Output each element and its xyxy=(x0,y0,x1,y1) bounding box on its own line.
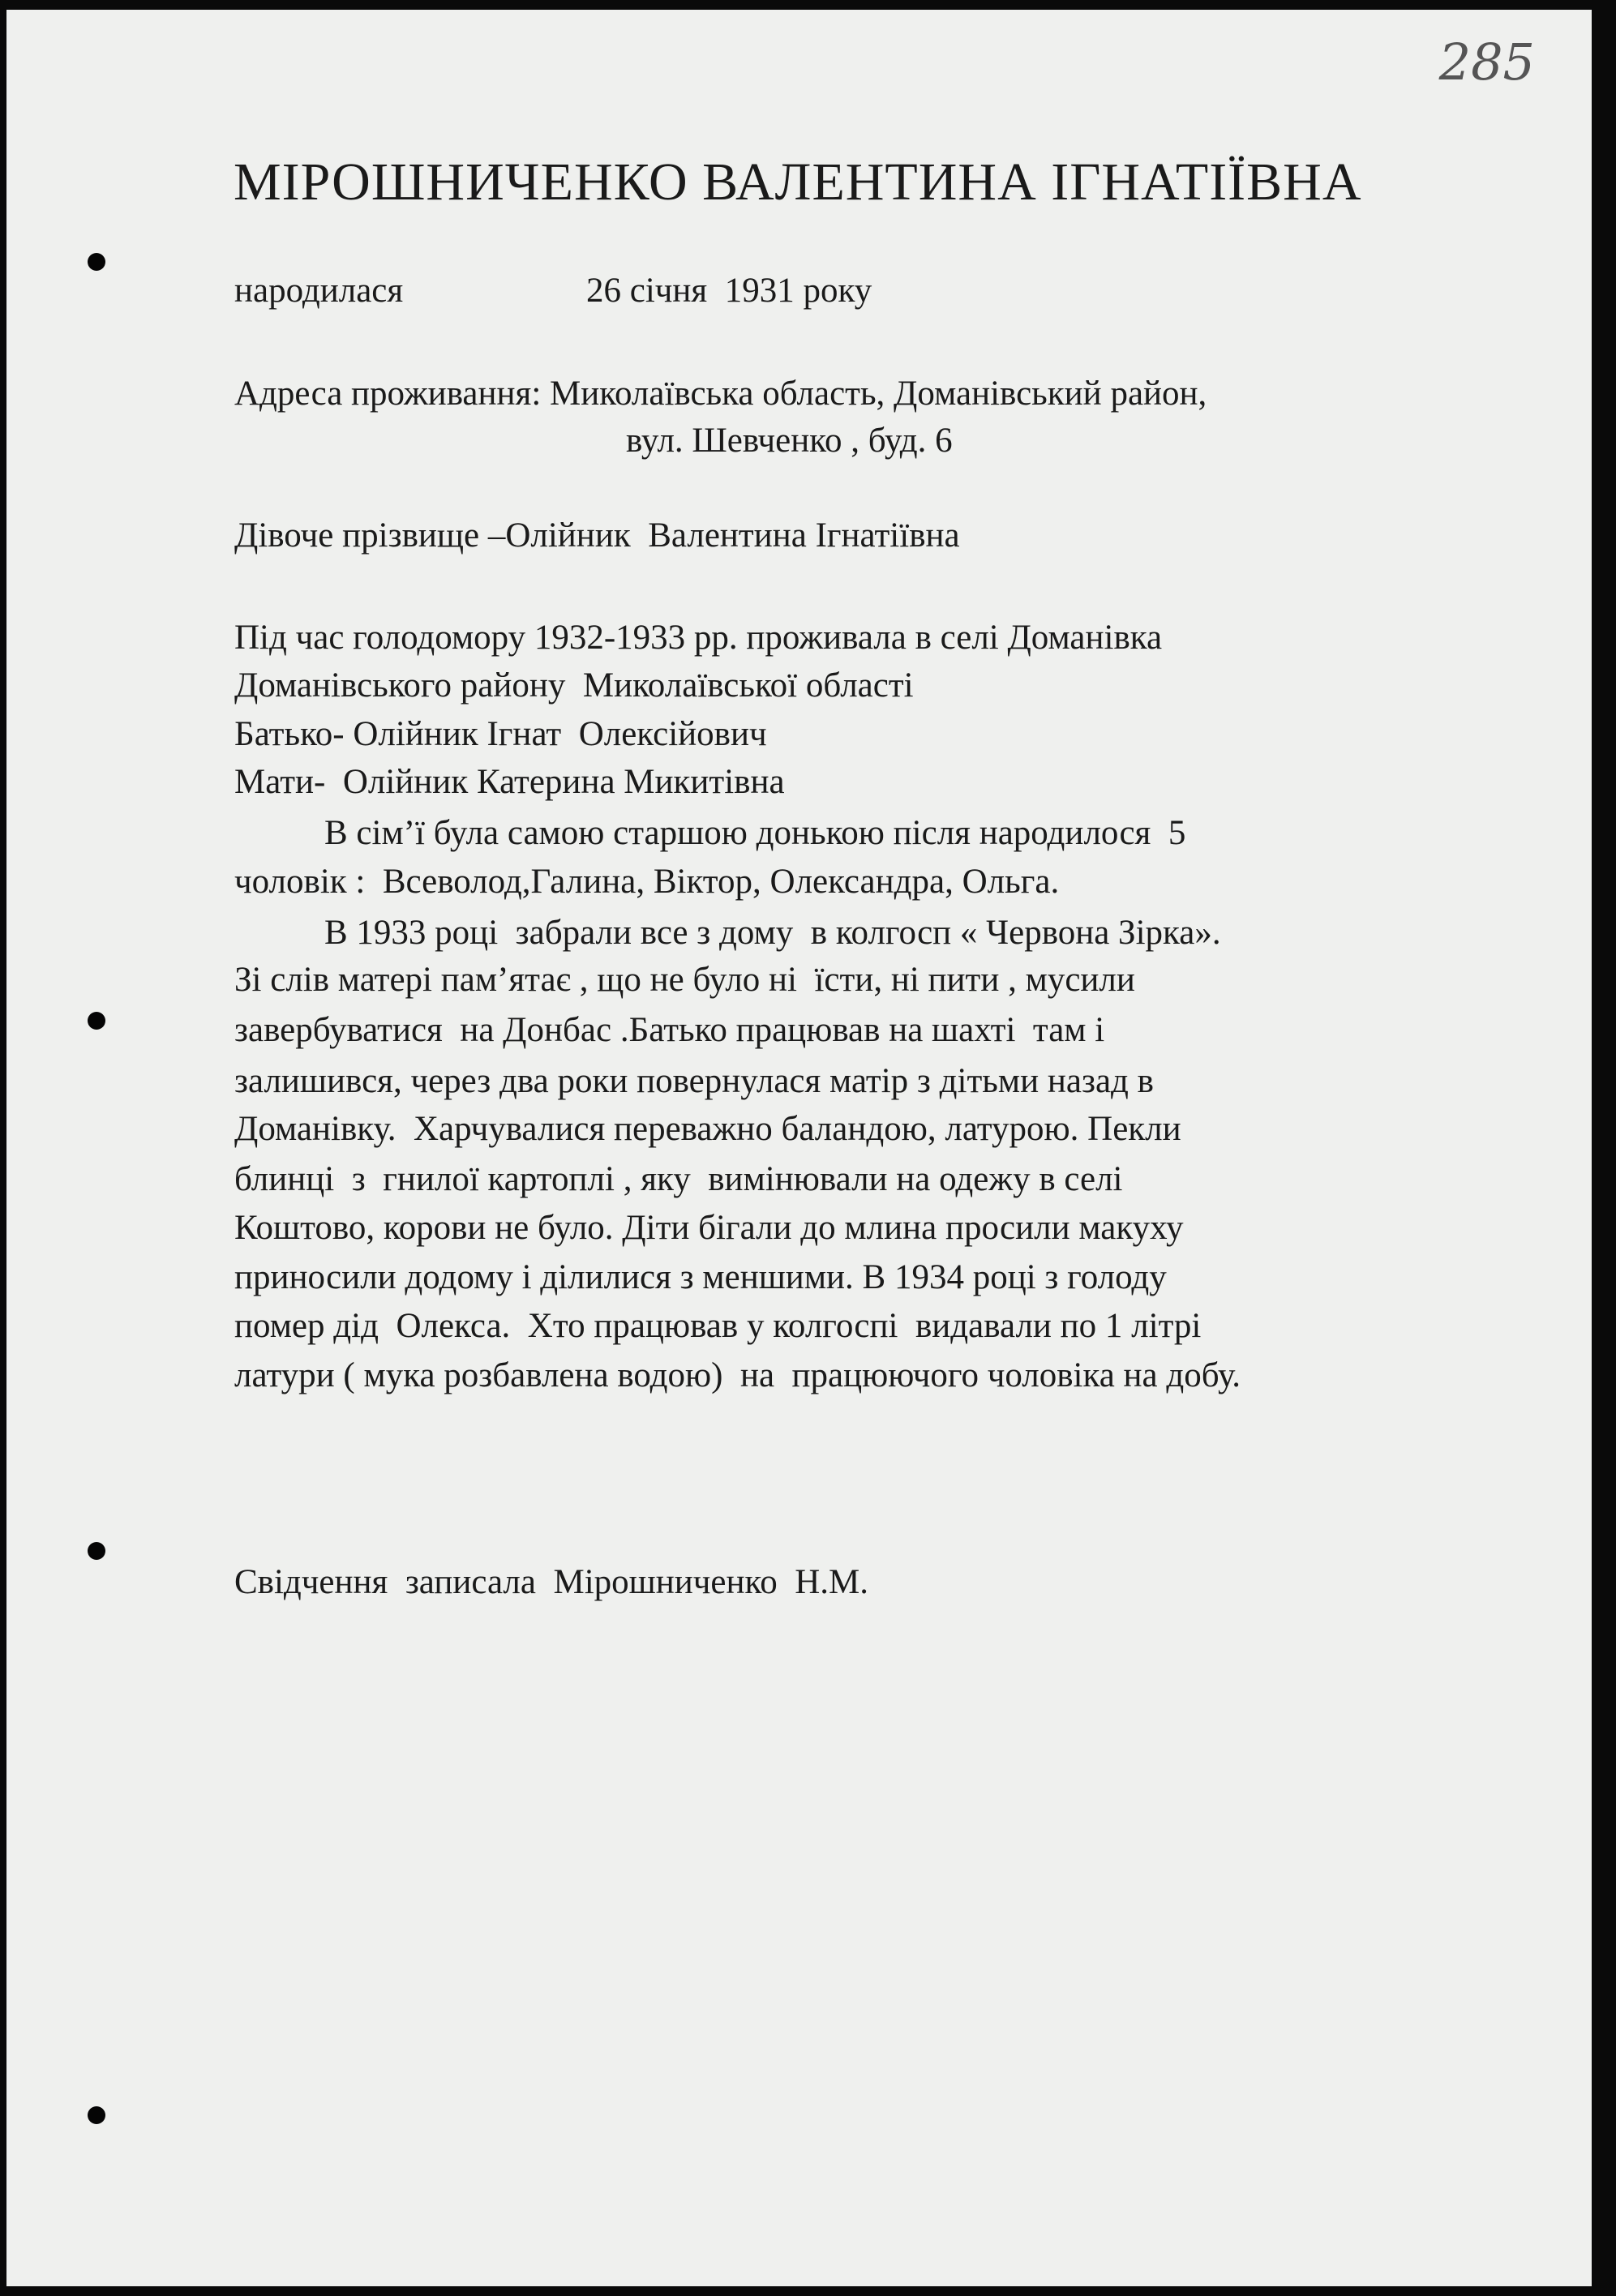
address-line-2: вул. Шевченко , буд. 6 xyxy=(626,422,953,460)
maiden-name: Дівоче прізвище –Олійник Валентина Ігнатіївна xyxy=(234,516,960,555)
recorded-by: Свідчення записала Мірошниченко Н.М. xyxy=(234,1563,868,1601)
body-line: В сім’ї була самою старшою донькою після народилося 5 xyxy=(324,814,1186,852)
body-line: помер дід Олекса. Хто працював у колгоспі видавали по 1 літрі xyxy=(234,1307,1202,1345)
body-line: Доманівку. Харчувалися переважно баландою, латурою. Пекли xyxy=(234,1110,1181,1148)
punch-hole xyxy=(88,1542,105,1560)
birth-label: народилася xyxy=(234,272,404,310)
body-line: приносили додому і ділилися з меншими. В 1934 році з голоду xyxy=(234,1258,1167,1296)
body-line: Зі слів матері пам’ятає , що не було ні їсти, ні пити , мусили xyxy=(234,961,1135,999)
body-line: блинці з гнилої картоплі , яку вимінювали на одежу в селі xyxy=(234,1160,1123,1198)
body-line: залишився, через два роки повернулася матір з дітьми назад в xyxy=(234,1062,1154,1100)
body-line: В 1933 році забрали все з дому в колгосп « Червона Зірка». xyxy=(324,914,1221,952)
address-line-1: Адреса проживання: Миколаївська область, Доманівський район, xyxy=(234,375,1207,413)
body-line: латури ( мука розбавлена водою) на працюючого чоловіка на добу. xyxy=(234,1356,1241,1394)
body-line: Батько- Олійник Ігнат Олексійович xyxy=(234,715,767,753)
document-title: МІРОШНИЧЕНКО ВАЛЕНТИНА ІГНАТІЇВНА xyxy=(234,152,1362,212)
handwritten-page-number: 285 xyxy=(1438,32,1535,92)
body-line: Доманівського району Миколаївської області xyxy=(234,666,914,705)
body-line: чоловік : Всеволод,Галина, Віктор, Олександра, Ольга. xyxy=(234,863,1060,901)
punch-hole xyxy=(88,1012,105,1030)
document-page xyxy=(6,10,1592,2286)
punch-hole xyxy=(88,2106,105,2124)
body-line: Під час голодомору 1932-1933 рр. проживала в селі Доманівка xyxy=(234,619,1163,657)
body-line: завербуватися на Донбас .Батько працював на шахті там і xyxy=(234,1011,1105,1049)
punch-hole xyxy=(88,253,105,271)
birth-date: 26 січня 1931 року xyxy=(586,272,872,310)
body-line: Коштово, корови не було. Діти бігали до млина просили макуху xyxy=(234,1209,1184,1247)
body-line: Мати- Олійник Катерина Микитівна xyxy=(234,763,785,801)
